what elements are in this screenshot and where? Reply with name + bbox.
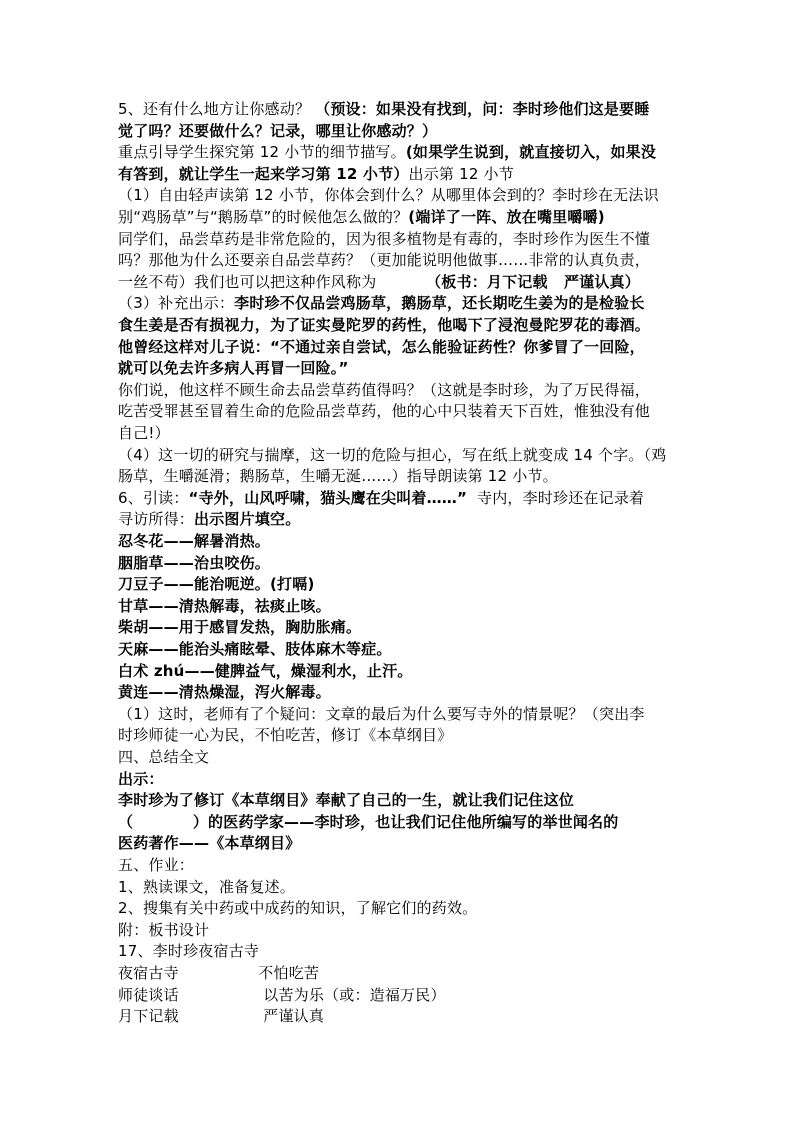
bold-text-segment: 胭脂草——治虫咬伤。 [118,553,271,572]
bold-text-segment: 出示图片填空。 [194,510,301,529]
text-segment: 月下记载 严谨认真 [118,1007,325,1026]
bold-text-segment: 黄连——清热燥湿，泻火解毒。 [118,683,331,702]
text-segment: 5、还有什么地方让你感动？ [118,100,316,118]
text-line [118,769,164,789]
text-line [118,877,295,897]
bold-text-segment: (如果学生说到，就直接切入，如果没 [405,143,657,162]
text-segment: （4）这一切的研究与揣摩，这一切的危险与担心，写在纸上就变成 14 个字。（鸡 [118,445,667,464]
text-segment: 别“鸡肠草”与“鹅肠草”的时候他怎么做的？ [118,208,409,226]
text-segment: 寺内，李时珍还在记录着 [467,488,645,507]
text-segment: （3）补充出示： [118,294,235,313]
text-segment: 6、引读： [118,488,189,507]
text-line [118,250,650,270]
text-line [118,920,209,940]
text-segment: 时珍师徒一心为民，不怕吃苦，修订《本草纲目》 [118,726,453,745]
text-line [118,855,194,875]
bold-text-segment: （板书：月下记载 严谨认真） [426,272,640,291]
bold-text-segment: 忍冬花——解暑消热。 [118,532,271,550]
text-line [118,121,437,141]
text-line [118,423,170,443]
bold-text-segment: 食生姜是否有损视力，为了证实曼陀罗的药性，他喝下了浸泡曼陀罗花的毒酒。 [118,316,651,334]
text-line [118,445,666,465]
text-line [118,142,656,162]
bold-text-segment: 柴胡——用于感冒发热，胸肋胀痛。 [118,618,362,637]
bold-text-segment: 出示： [118,769,164,788]
bold-text-segment: 就可以免去许多病人再冒一回险。” [118,359,349,378]
text-line [118,1006,324,1026]
bold-text-segment: “寺外，山风呼啸，猫头鹰在尖叫着……” [188,488,468,507]
text-line [118,207,605,227]
text-line [118,380,650,400]
text-segment: 1、熟读课文，准备复述。 [118,877,295,896]
text-line [118,617,361,637]
bold-text-segment: (端详了一阵、放在嘴里嚼嚼) [408,208,605,226]
text-line [118,229,650,249]
text-line [118,747,209,767]
bold-text-segment: 天麻——能治头痛眩晕、肢体麻木等症。 [118,640,392,658]
text-segment: 同学们，品尝草药是非常危险的，因为很多植物是有毒的，李时珍作为医生不懂 [118,229,651,248]
text-line [118,833,300,853]
text-line [118,574,315,594]
text-line [118,466,558,486]
bold-text-segment: 有答到，就让学生一起来学习第 12 小节） [118,164,409,183]
bold-text-segment: 医药著作——《本草纲目》 [118,834,301,853]
text-segment: 吗？那他为什么还要亲自品尝草药？（更加能说明他做事……非常的认真负责， [118,251,651,270]
text-segment: （1）这时，老师有了个疑问：文章的最后为什么要写寺外的情景呢？（突出李 [118,704,645,723]
text-line [118,725,452,745]
text-line [118,898,477,918]
bold-text-segment: 李时珍为了修订《本草纲目》奉献了自己的一生，就让我们记住这位 [118,791,575,810]
text-segment: 夜宿古寺 不怕吃苦 [118,964,320,982]
text-segment: 四、总结全文 [118,748,210,766]
text-segment: （1）自由轻声读第 12 小节，你体会到什么？从哪里体会到的？李时珍在无法识 [118,186,659,205]
text-segment: 吃苦受罪甚至冒着生命的危险品尝草药，他的心中只装着天下百姓，惟独没有他 [118,402,651,421]
text-line [118,315,650,335]
bold-text-segment: 刀豆子——能治呃逆。(打嗝) [118,575,315,594]
bold-text-segment: 甘草——清热解毒，祛痰止咳。 [118,596,331,615]
text-line [118,358,349,378]
text-line [118,401,650,421]
text-segment: 出示第 12 小节 [408,164,514,183]
text-line [118,185,659,205]
text-line [118,553,270,573]
text-line [118,272,640,292]
bold-text-segment: 他曾经这样对儿子说：“不通过亲自尝试，怎么能验证药性？你爹冒了一回险， [118,337,645,356]
text-line [118,682,331,702]
text-line [118,337,645,357]
text-line [118,661,413,681]
text-segment: 你们说，他这样不顾生命去品尝草药值得吗？（这就是李时珍，为了万民得福， [118,380,651,399]
bold-text-segment: 白术 zhú——健脾益气，燥湿利水，止汗。 [118,661,413,680]
text-segment: 寻访所得： [118,510,195,529]
text-segment: 附：板书设计 [118,920,210,939]
text-line [118,488,644,508]
bold-text-segment: （预设：如果没有找到，问：李时珍他们这是要睡 [315,100,650,118]
text-segment: 五、作业： [118,856,195,874]
text-line [118,812,618,832]
text-line [118,99,650,119]
text-line [118,509,300,529]
text-segment: 重点引导学生探究第 12 小节的细节描写。 [118,143,406,162]
text-line [118,985,446,1005]
text-segment: 自己!） [118,424,170,442]
text-line [118,963,319,983]
text-line [118,164,514,184]
text-segment: 肠草，生嚼涎滑；鹅肠草，生嚼无涎……）指导朗读第 12 小节。 [118,467,558,486]
text-line [118,531,270,551]
text-line [118,790,574,810]
text-segment: 一丝不苟）我们也可以把这种作风称为 [118,272,427,291]
text-segment: 17、李时珍夜宿古寺 [118,942,260,961]
text-line [118,596,331,616]
text-segment: 2、搜集有关中药或中成药的知识，了解它们的药效。 [118,899,478,918]
text-line [118,941,259,961]
text-line [118,293,645,313]
bold-text-segment: 李时珍不仅品尝鸡肠草，鹅肠草，还长期吃生姜为的是检验长 [234,294,645,313]
text-line [118,704,645,724]
text-line [118,639,392,659]
bold-text-segment: 觉了吗？还要做什么？记录，哪里让你感动？） [118,121,438,140]
text-segment: 师徒谈话 以苦为乐（或：造福万民） [118,985,446,1004]
bold-text-segment: （ ）的医药学家——李时珍，也让我们记住他所编写的举世闻名的 [118,812,619,831]
